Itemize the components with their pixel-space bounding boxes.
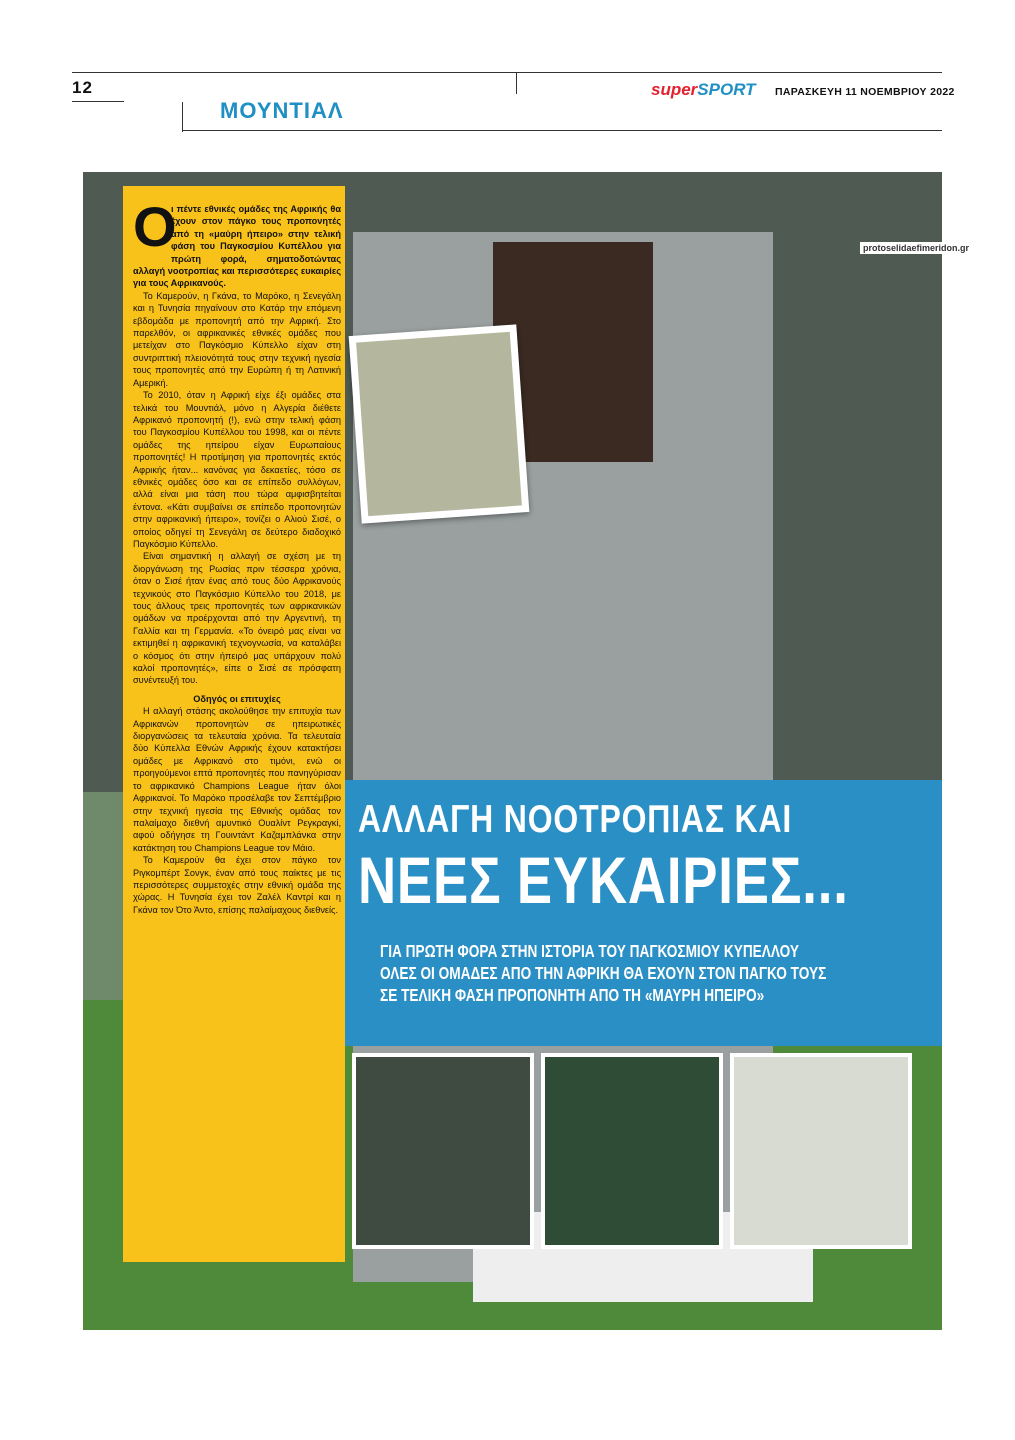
article-paragraph: Είναι σημαντική η αλλαγή σε σχέση με τη διοργάνωση της Ρωσίας πριν τέσσερα χρόνια, όταν ο Σισέ ήταν ένας από τους δύο Αφρικανούς τεχνικούς στο Παγκόσμιο Κύπελλο του 2018, με τους άλλους τρεις προπονητές των αφρικανικών ομάδων να προέρχονται από την Αργεντινή, τη Γαλλία και τη Γερμανία. «Το όνειρό μας είναι να εκτιμηθεί η αφρικανική τεχνογνωσία, να καταλάβει ο κόσμος ότι στην ήπειρό μας υπάρχουν πολύ καλοί προπονητές», είπε ο Σισέ σε πρόσφατη συνέντευξή του. — [133, 551, 341, 686]
article-paragraph: Το 2010, όταν η Αφρική είχε έξι ομάδες στα τελικά του Μουντιάλ, μόνο η Αλγερία διέθετε Αφρικανό προπονητή (!), ενώ στην τελική φάση του Παγκοσμίου Κυπέλλου του 1998, και οι πέντε ομάδες της ηπείρου είχαν Ευρωπαίους προπονητές! Η προτίμηση για προπονητές εκτός Αφρικής ήταν... κανόνας για δεκαετίες, τόσο σε εθνικές ομάδες όσο και σε επίπεδο συλλόγων, αλλά είναι μια τάση που τώρα αμφισβητείται έντονα. «Κάτι συμβαίνει σε επίπεδο προπονητών στην αφρικανική ήπειρο», τονίζει ο Αλιού Σισέ, ο οποίος οδηγεί τη Σενεγάλη σε δεύτερο διαδοχικό Παγκόσμιο Κύπελλο. — [133, 390, 341, 549]
inset-photo-image — [356, 332, 522, 516]
headline-deck — [380, 940, 826, 1006]
brand-logo: superSPORT — [651, 80, 756, 99]
drop-cap: Ο — [133, 195, 177, 258]
deck-line: ΟΛΕΣ ΟΙ ΟΜΑΔΕΣ ΑΠΟ ΤΗΝ ΑΦΡΙΚΗ ΘΑ ΕΧΟΥΝ ΣΤΟΝ ΠΑΓΚΟ ΤΟΥΣ — [380, 963, 827, 983]
coach-photo-1-image — [356, 1057, 530, 1245]
header-top-rule — [72, 72, 942, 73]
coach-photo-2-image — [545, 1057, 719, 1245]
page-number: 12 — [72, 78, 93, 97]
coach-photo-3-image — [734, 1057, 908, 1245]
section-divider — [182, 102, 183, 132]
header-bottom-rule — [182, 130, 942, 131]
headline-line-1: ΑΛΛΑΓΗ ΝΟΟΤΡΟΠΙΑΣ ΚΑΙ — [358, 798, 793, 841]
issue-date: ΠΑΡΑΣΚΕΥΗ 11 ΝΟΕΜΒΡΙΟΥ 2022 — [775, 86, 955, 98]
section-title: ΜΟΥΝΤΙΑΛ — [220, 98, 344, 123]
deck-line: ΣΕ ΤΕΛΙΚΗ ΦΑΣΗ ΠΡΟΠΟΝΗΤΗ ΑΠΟ ΤΗ «ΜΑΥΡΗ ΗΠΕΙΡΟ» — [380, 985, 765, 1005]
article-body — [133, 195, 341, 916]
coach-photo-1 — [352, 1053, 534, 1249]
inset-photo — [349, 324, 530, 523]
article-paragraph: Η αλλαγή στάσης ακολούθησε την επιτυχία των Αφρικανών προπονητών σε ηπειρωτικές διοργανώσεις τα τελευταία χρόνια. Τα τελευταία δύο Κύπελλα Εθνών Αφρικής έχουν κατακτήσει ομάδες με Αφρικανό στο τιμόνι, ενώ οι προηγούμενοι επτά προπονητές που πανηγύρισαν το αφρικανικό Champions League ήταν όλοι Αφρικανοί. Το Μαρόκο προσέλαβε τον Σεπτέμβριο στην τεχνική ηγεσία της Εθνικής ομάδας τον παλαίμαχο διεθνή αμυντικό Ουαλίντ Ρεγκραγκί, αφού οδήγησε τη Γουιντάντ Καζαμπλάνκα στην κατάκτηση του Champions League τον Μάιο. — [133, 706, 341, 853]
article-lead: ι πέντε εθνικές ομάδες της Αφρικής θα έχουν στον πάγκο τους προπονητές από τη «μαύρη ήπειρο» στην τελική φάση του Παγκοσμίου Κυπέλλου για πρώτη φορά, σηματοδοτώντας αλλαγή νοοτροπίας και περισσότερες ευκαιρίες για τους Αφρικανούς. — [133, 204, 341, 289]
coach-photo-3 — [730, 1053, 912, 1249]
headline-line-2: ΝΕΕΣ ΕΥΚΑΙΡΙΕΣ... — [358, 843, 849, 917]
article-subhead: Οδηγός οι επιτυχίες — [193, 693, 281, 704]
deck-line: ΓΙΑ ΠΡΩΤΗ ΦΟΡΑ ΣΤΗΝ ΙΣΤΟΡΙΑ ΤΟΥ ΠΑΓΚΟΣΜΙΟΥ ΚΥΠΕΛΛΟΥ — [380, 941, 799, 961]
page-number-rule — [72, 101, 124, 102]
header-divider — [516, 72, 517, 94]
article-paragraph: Το Καμερούν θα έχει στον πάγκο τον Ριγκομπέρτ Σονγκ, έναν από τους παίκτες με τις περισσότερες συμμετοχές στην εθνική ομάδα της χώρας. Η Τυνησία έχει τον Ζαλέλ Καντρί και η Γκάνα τον Ότο Άντο, επίσης παλαίμαχους διεθνείς. — [133, 855, 341, 915]
article-paragraph: Το Καμερούν, η Γκάνα, το Μαρόκο, η Σενεγάλη και η Τυνησία πηγαίνουν στο Κατάρ την επόμενη εβδομάδα με προπονητή από την Αφρική. Στο παρελθόν, οι αφρικανικές εθνικές ομάδες που μετείχαν στο Παγκόσμιο Κύπελλο είχαν στη συντριπτική πλειονότητά τους στην τεχνική ηγεσία τους προπονητές από την Ευρώπη ή τη Λατινική Αμερική. — [133, 290, 341, 388]
coach-photo-2 — [541, 1053, 723, 1249]
watermark: protoselidaefimeridon.gr — [860, 242, 972, 254]
